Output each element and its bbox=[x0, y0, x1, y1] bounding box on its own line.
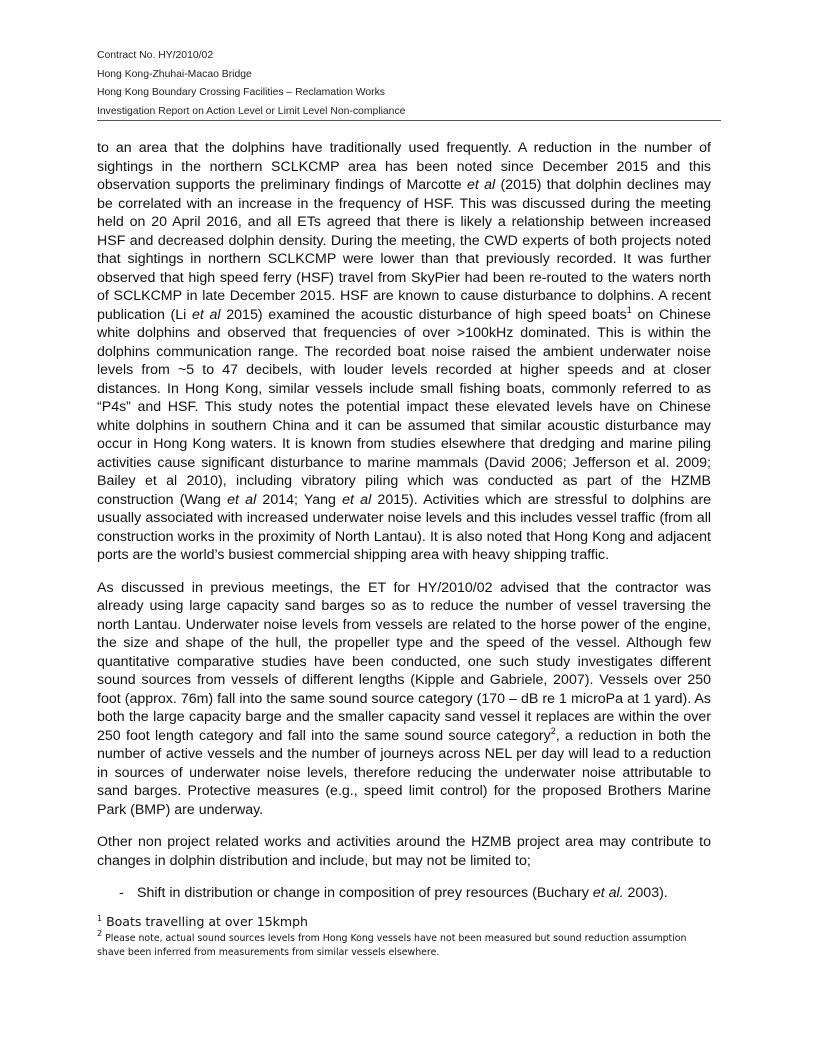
italic-run: et al bbox=[466, 177, 496, 193]
text-run: Shift in distribution or change in composition of prey resources (Buchary bbox=[137, 885, 593, 901]
list-item-prey-resources bbox=[97, 884, 711, 903]
text-run: (2015) that dolphin declines may be correlated with an increase in the frequency of HSF. This was discussed during the meeting held on 20 April 2016, and all ETs agreed that there is likely a relationship between increased HSF and decreased dolphin density. During the meeting, the CWD experts of both projects noted that sightings in northern SCLKCMP were lower than that previously recorded. It was further observed that high speed ferry (HSF) travel from SkyPier had been re-routed to the waters north of SCLKCMP in late December 2015. HSF are known to cause disturbance to dolphins. A recent publication (Li bbox=[97, 177, 711, 323]
page-header bbox=[97, 47, 721, 121]
header-project-name: Hong Kong-Zhuhai-Macao Bridge bbox=[97, 68, 252, 80]
body-text bbox=[97, 139, 711, 903]
text-run: , a reduction in both the number of active vessels and the number of journeys across NEL per day will lead to a reduction in sources of underwater noise levels, therefore reducing the underwater noise attributable to sand barges. Protective measures (e.g., speed limit control) for the proposed Brothers Marine Park (BMP) are underway. bbox=[97, 727, 711, 818]
paragraph-other-works: Other non project related works and activities around the HZMB project area may contribute to changes in dolphin distribution and include, but may not be limited to; bbox=[97, 834, 711, 869]
text-run: 2003). bbox=[623, 885, 668, 901]
footnote-mark-2: 2 bbox=[97, 929, 103, 938]
footnote-1-text: Boats travelling at over 15kmph bbox=[102, 914, 308, 929]
text-run: As discussed in previous meetings, the ET for HY/2010/02 advised that the contractor was already using large capacity sand barges so as to reduce the number of vessel traversing the north Lantau. Underwater noise levels from vessels are related to the horse power of the engine, the size and shape of the hull, the propeller type and the speed of the vessel. Although few quantitative comparative studies have been conducted, one such study investigates different sound sources from vessels of different lengths (Kipple and Gabriele, 2007). Vessels over 250 foot (approx. 76m) fall into the same sound source category (170 – dB re 1 microPa at 1 yard). As both the large capacity barge and the smaller capacity sand vessel it replaces are within the over 250 foot length category and fall into the same sound source category bbox=[97, 579, 711, 744]
text-run: on Chinese white dolphins and observed that frequencies of over >100kHz dominated. This is within the dolphins communication range. The recorded boat noise raised the ambient underwater noise levels from ~5 to 47 decibels, with louder levels recorded at higher speeds and at closer distances. In Hong Kong, similar vessels include small fishing boats, commonly referred to as “P4s” and HSF. This study notes the potential impact these elevated levels have on Chinese white dolphins in southern China and it can be assumed that similar acoustic disturbance may occur in Hong Kong waters. It is known from studies elsewhere that dredging and marine piling activities cause significant disturbance to marine mammals (David 2006; Jefferson et al. 2009; Bailey et al 2010), including vibratory piling which was conducted as part of the HZMB construction (Wang bbox=[97, 306, 712, 508]
bullet-dash: - bbox=[119, 885, 124, 901]
header-contract-no: Contract No. HY/2010/02 bbox=[97, 50, 214, 61]
header-report-title: Investigation Report on Action Level or Limit Level Non-compliance bbox=[97, 105, 406, 117]
text-run: to an area that the dolphins have traditionally used frequently. A reduction in the number of sightings in the northern SCLKCMP area has been noted since December 2015 and this observation supports the preliminary findings of Marcotte bbox=[97, 140, 711, 193]
italic-run: et al bbox=[342, 491, 372, 508]
text-run: 2015) examined the acoustic disturbance of high speed boats bbox=[220, 306, 627, 323]
paragraph-sand-barges bbox=[97, 579, 711, 820]
footnote-2 bbox=[97, 929, 711, 959]
text-run: 2015). Activities which are stressful to dolphins are usually associated with increased underwater noise levels and this includes vessel traffic (from all construction works in the proximity of North Lantau). It is also noted that Hong Kong and adjacent ports are the world’s busiest commercial shipping area with heavy shipping traffic. bbox=[97, 491, 711, 563]
footnotes bbox=[97, 914, 711, 959]
footnote-ref-1: 1 bbox=[626, 304, 632, 315]
header-divider bbox=[97, 120, 721, 121]
header-works-name: Hong Kong Boundary Crossing Facilities – Reclamation Works bbox=[97, 87, 385, 98]
italic-run: et al bbox=[192, 306, 221, 323]
italic-run: et al. bbox=[592, 885, 624, 901]
italic-run: et al bbox=[227, 491, 257, 508]
footnote-ref-2: 2 bbox=[550, 725, 556, 736]
footnote-2-text: Please note, actual sound sources levels from Hong Kong vessels have not been measured but sound reduction assumption shave been inferred from measurements from similar vessels elsewhere. bbox=[97, 933, 687, 958]
footnote-1 bbox=[97, 914, 711, 930]
paragraph-dolphin-disturbance bbox=[97, 139, 711, 565]
footnote-mark-1: 1 bbox=[97, 914, 103, 923]
list-item-text bbox=[137, 884, 668, 903]
text-run: 2014; Yang bbox=[256, 491, 343, 508]
